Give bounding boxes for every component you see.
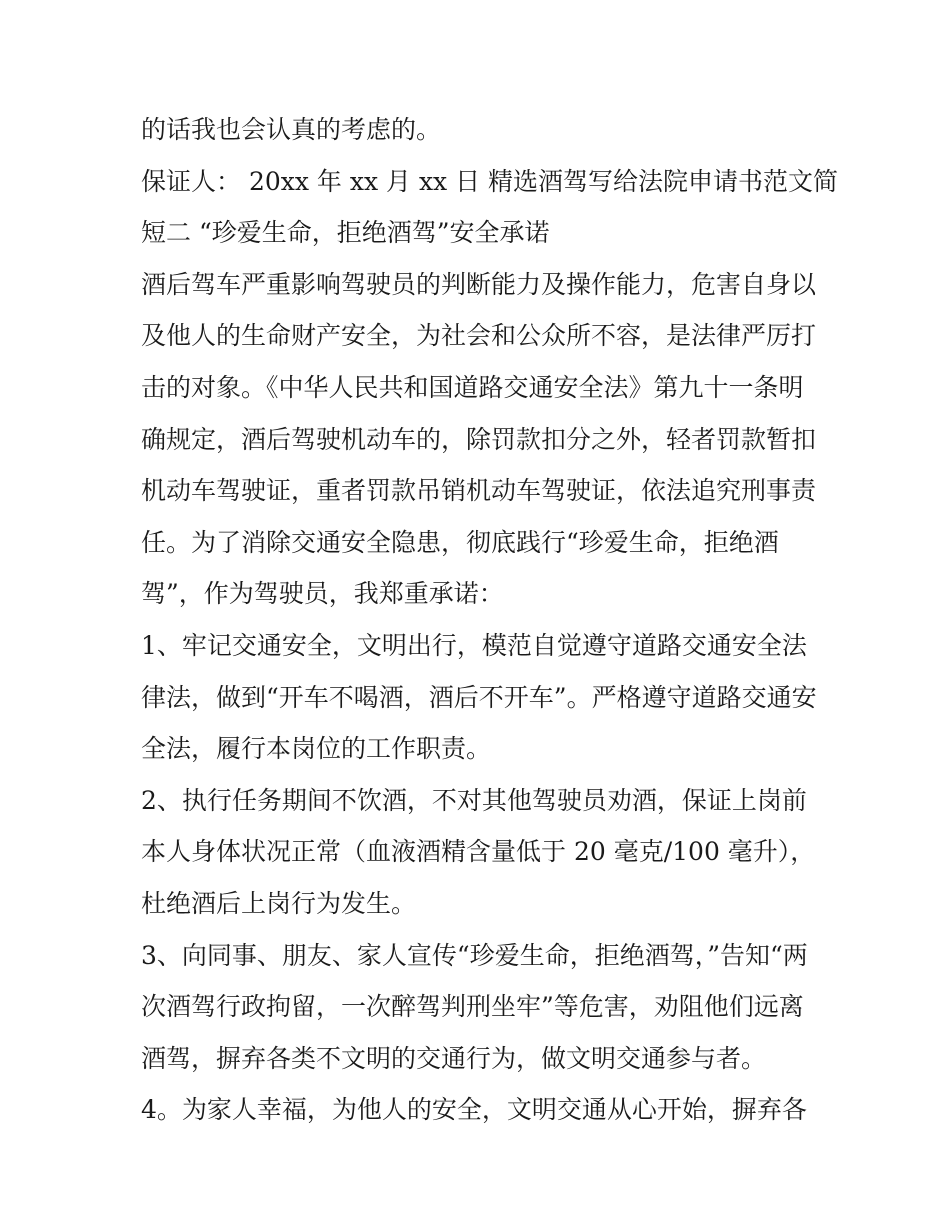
text-line: 律法，做到“开车不喝酒，酒后不开车”。严格遵守道路交通安 [141,682,817,712]
text-line: 3、向同事、朋友、家人宣传“珍爱生命，拒绝酒驾，”告知“两 [141,940,808,970]
text-line: 机动车驾驶证，重者罚款吊销机动车驾驶证，依法追究刑事责 [141,476,817,506]
text-line: 1、牢记交通安全，文明出行，模范自觉遵守道路交通安全法 [141,630,807,660]
text-line: 击的对象。《中华人民共和国道路交通安全法》第九十一条明 [141,372,804,402]
text-line: 任。为了消除交通安全隐患，彻底践行“珍爱生命，拒绝酒 [141,527,779,557]
text-line: 驾”，作为驾驶员，我郑重承诺： [141,579,504,609]
document-body [141,104,839,1136]
text-line: 本人身体状况正常（血液酒精含量低于 20 毫克/100 毫升）， [141,837,816,867]
text-line: 杜绝酒后上岗行为发生。 [141,888,417,918]
text-line: 保证人： 20xx 年 xx 月 xx 日 精选酒驾写给法院申请书范文简 [141,166,839,196]
text-line: 次酒驾行政拘留，一次醉驾判刑坐牢”等危害，劝阻他们远离 [141,992,804,1022]
text-line: 全法，履行本岗位的工作职责。 [141,734,492,764]
text-line: 短二 “珍爱生命，拒绝酒驾”安全承诺 [141,218,550,248]
text-line: 4。为家人幸福，为他人的安全，文明交通从心开始，摒弃各 [141,1095,807,1125]
text-line: 酒驾，摒弃各类不文明的交通行为，做文明交通参与者。 [141,1043,767,1073]
text-line: 2、执行任务期间不饮酒，不对其他驾驶员劝酒，保证上岗前 [141,785,807,815]
text-line: 及他人的生命财产安全，为社会和公众所不容，是法律严厉打 [141,321,817,351]
text-line: 酒后驾车严重影响驾驶员的判断能力及操作能力，危害自身以 [141,269,817,299]
text-line: 确规定，酒后驾驶机动车的，除罚款扣分之外，轻者罚款暂扣 [141,424,817,454]
text-line: 的话我也会认真的考虑的。 [141,115,442,144]
